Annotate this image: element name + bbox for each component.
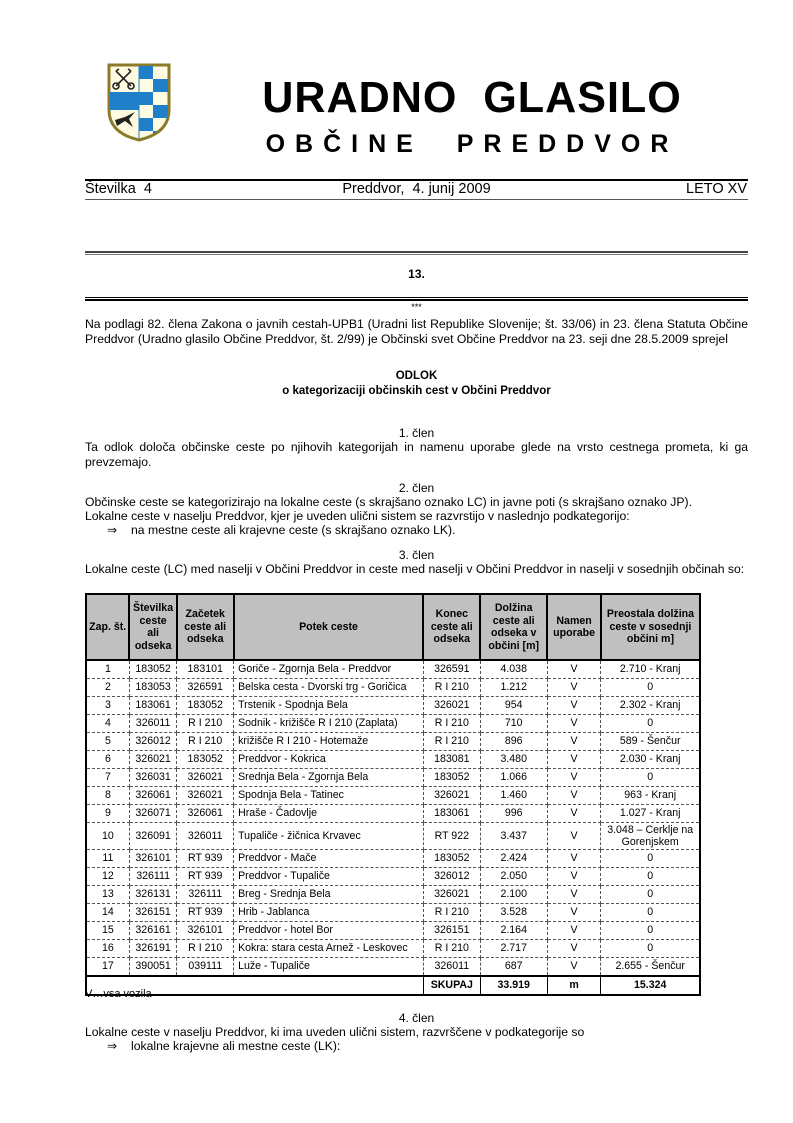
row-number: 16 xyxy=(86,940,129,958)
remaining-length: 2.710 - Kranj xyxy=(601,660,700,679)
table-row xyxy=(86,805,700,823)
road-number: 183061 xyxy=(129,697,177,715)
road-usage: V xyxy=(547,904,601,922)
road-start: R I 210 xyxy=(177,940,234,958)
road-number: 326091 xyxy=(129,823,177,850)
road-length: 3.437 xyxy=(480,823,547,850)
section-top-double-rule xyxy=(85,251,748,255)
road-route: Spodnja Bela - Tatinec xyxy=(234,787,424,805)
table-row xyxy=(86,660,700,679)
total-length: 33.919 xyxy=(480,976,547,995)
road-end: 326021 xyxy=(423,886,480,904)
article-4-bullet-text: lokalne krajevne ali mestne ceste (LK): xyxy=(131,1039,341,1053)
article-2-bullet xyxy=(85,523,770,538)
road-end: 183052 xyxy=(423,769,480,787)
road-length: 4.038 xyxy=(480,660,547,679)
column-header: Preostala dolžina ceste v sosednji občini m] xyxy=(601,594,700,660)
road-end: 326151 xyxy=(423,922,480,940)
table-row xyxy=(86,904,700,922)
row-number: 15 xyxy=(86,922,129,940)
road-number: 390051 xyxy=(129,958,177,977)
table-row xyxy=(86,697,700,715)
road-number: 326061 xyxy=(129,787,177,805)
road-number: 326161 xyxy=(129,922,177,940)
road-start: R I 210 xyxy=(177,715,234,733)
road-end: 326591 xyxy=(423,660,480,679)
remaining-length: 0 xyxy=(601,868,700,886)
remaining-length: 0 xyxy=(601,886,700,904)
municipality-coat-of-arms xyxy=(106,62,172,142)
road-length: 996 xyxy=(480,805,547,823)
table-row xyxy=(86,850,700,868)
row-number: 17 xyxy=(86,958,129,977)
road-usage: V xyxy=(547,715,601,733)
total-remaining: 15.324 xyxy=(601,976,700,995)
road-end: R I 210 xyxy=(423,904,480,922)
road-usage: V xyxy=(547,823,601,850)
road-length: 1.212 xyxy=(480,679,547,697)
total-unit: m xyxy=(547,976,601,995)
table-row xyxy=(86,940,700,958)
road-usage: V xyxy=(547,660,601,679)
road-start: RT 939 xyxy=(177,850,234,868)
decree-subtitle: o kategorizaciji občinskih cest v Občini Preddvor xyxy=(282,385,551,397)
road-number: 326131 xyxy=(129,886,177,904)
road-end: 183061 xyxy=(423,805,480,823)
publication-title: URADNO GLASILO xyxy=(262,73,682,122)
road-end: 326021 xyxy=(423,697,480,715)
road-number: 326011 xyxy=(129,715,177,733)
road-end: 183081 xyxy=(423,751,480,769)
article-3-text: Lokalne ceste (LC) med naselji v Občini Preddvor in ceste med naselji v Občini Preddvor in naselji v sosednjih občinah so: xyxy=(85,562,745,576)
road-length: 1.460 xyxy=(480,787,547,805)
road-usage: V xyxy=(547,787,601,805)
road-usage: V xyxy=(547,751,601,769)
road-number: 326151 xyxy=(129,904,177,922)
road-end: 183052 xyxy=(423,850,480,868)
road-start: 183052 xyxy=(177,751,234,769)
remaining-length: 589 - Šenčur xyxy=(601,733,700,751)
header-bottom-rule xyxy=(85,199,748,200)
section-bottom-double-rule xyxy=(85,297,748,301)
implies-arrow-icon: ⇒ xyxy=(107,523,118,537)
road-usage: V xyxy=(547,922,601,940)
road-number: 326101 xyxy=(129,850,177,868)
table-total-row xyxy=(86,976,700,995)
road-usage: V xyxy=(547,733,601,751)
road-length: 2.717 xyxy=(480,940,547,958)
road-usage: V xyxy=(547,886,601,904)
row-number: 12 xyxy=(86,868,129,886)
road-start: 326111 xyxy=(177,886,234,904)
road-route: Preddvor - Mače xyxy=(234,850,424,868)
road-usage: V xyxy=(547,679,601,697)
road-start: 183101 xyxy=(177,660,234,679)
road-end: R I 210 xyxy=(423,940,480,958)
issue-place-date: Preddvor, 4. junij 2009 xyxy=(342,181,491,197)
table-row xyxy=(86,787,700,805)
row-number: 1 xyxy=(86,660,129,679)
road-length: 2.424 xyxy=(480,850,547,868)
road-start: 183052 xyxy=(177,697,234,715)
road-length: 2.050 xyxy=(480,868,547,886)
row-number: 13 xyxy=(86,886,129,904)
row-number: 5 xyxy=(86,733,129,751)
road-start: RT 939 xyxy=(177,904,234,922)
road-end: R I 210 xyxy=(423,679,480,697)
road-usage: V xyxy=(547,850,601,868)
road-start: 039111 xyxy=(177,958,234,977)
table-legend-note: V…vsa vozila xyxy=(85,988,152,1000)
road-start: 326061 xyxy=(177,805,234,823)
publication-subtitle: OBČINE PREDDVOR xyxy=(265,130,679,158)
article-2-line-1: Občinske ceste se kategorizirajo na lokalne ceste (s skrajšano oznako LC) in javne poti (s skrajšano oznako JP). xyxy=(85,495,692,509)
road-number: 326191 xyxy=(129,940,177,958)
article-2-bullet-text: na mestne ceste ali krajevne ceste (s skrajšano oznako LK). xyxy=(131,523,456,537)
decree-title: ODLOK xyxy=(395,370,438,382)
table-row xyxy=(86,733,700,751)
road-start: 326011 xyxy=(177,823,234,850)
table-header-row xyxy=(86,594,700,660)
remaining-length: 0 xyxy=(601,922,700,940)
road-length: 710 xyxy=(480,715,547,733)
row-number: 14 xyxy=(86,904,129,922)
table-row xyxy=(86,823,700,850)
road-length: 2.164 xyxy=(480,922,547,940)
preamble-text: Na podlagi 82. člena Zakona o javnih cestah-UPB1 (Uradni list Republike Slovenije; št. 33/06) in 23. člena Statuta Občine Preddvor (Uradno glasilo Občine Preddvor, št. 2/99) je Občinski svet Občine Preddvor na 23. seji dne 28.5.2009 sprejel xyxy=(85,317,748,346)
road-route: Kokra: stara cesta Arnež - Leskovec xyxy=(234,940,424,958)
column-header: Začetek ceste ali odseka xyxy=(177,594,234,660)
row-number: 4 xyxy=(86,715,129,733)
remaining-length: 963 - Kranj xyxy=(601,787,700,805)
row-number: 7 xyxy=(86,769,129,787)
road-usage: V xyxy=(547,940,601,958)
table-row xyxy=(86,769,700,787)
column-header: Zap. št. xyxy=(86,594,129,660)
remaining-length: 0 xyxy=(601,715,700,733)
road-start: 326021 xyxy=(177,787,234,805)
road-number: 326111 xyxy=(129,868,177,886)
article-1-text: Ta odlok določa občinske ceste po njihovih kategorijah in namenu uporabe glede na vrsto cestnega prometa, ki ga prevzemajo. xyxy=(85,440,748,469)
remaining-length: 0 xyxy=(601,904,700,922)
road-end: 326021 xyxy=(423,787,480,805)
road-length: 687 xyxy=(480,958,547,977)
table-row xyxy=(86,715,700,733)
remaining-length: 0 xyxy=(601,769,700,787)
road-number: 326012 xyxy=(129,733,177,751)
article-3-heading: 3. člen xyxy=(398,548,435,562)
road-usage: V xyxy=(547,697,601,715)
column-header: Namen uporabe xyxy=(547,594,601,660)
road-number: 326031 xyxy=(129,769,177,787)
table-row xyxy=(86,679,700,697)
road-end: R I 210 xyxy=(423,715,480,733)
road-route: Hraše - Čadovlje xyxy=(234,805,424,823)
remaining-length: 0 xyxy=(601,940,700,958)
remaining-length: 2.655 - Šenčur xyxy=(601,958,700,977)
road-usage: V xyxy=(547,805,601,823)
road-length: 1.066 xyxy=(480,769,547,787)
road-usage: V xyxy=(547,769,601,787)
road-route: Sodnik - križišče R I 210 (Zaplata) xyxy=(234,715,424,733)
road-number: 183053 xyxy=(129,679,177,697)
road-end: R I 210 xyxy=(423,733,480,751)
remaining-length: 0 xyxy=(601,850,700,868)
road-length: 896 xyxy=(480,733,547,751)
article-2-line-2: Lokalne ceste v naselju Preddvor, kjer je uveden ulični sistem se razvrstijo v naslednjo podkategorijo: xyxy=(85,509,630,523)
row-number: 2 xyxy=(86,679,129,697)
row-number: 9 xyxy=(86,805,129,823)
issue-year: LETO XV xyxy=(686,181,747,197)
article-4-bullet xyxy=(85,1039,770,1054)
row-number: 11 xyxy=(86,850,129,868)
road-length: 3.480 xyxy=(480,751,547,769)
remaining-length: 1.027 - Kranj xyxy=(601,805,700,823)
road-end: RT 922 xyxy=(423,823,480,850)
section-stars: *** xyxy=(411,302,422,312)
section-number: 13. xyxy=(408,267,425,281)
column-header: Številka ceste ali odseka xyxy=(129,594,177,660)
issue-info-bar xyxy=(85,181,748,198)
column-header: Konec ceste ali odseka xyxy=(423,594,480,660)
road-number: 326021 xyxy=(129,751,177,769)
road-length: 954 xyxy=(480,697,547,715)
row-number: 3 xyxy=(86,697,129,715)
road-start: 326021 xyxy=(177,769,234,787)
road-length: 3.528 xyxy=(480,904,547,922)
road-route: Srednja Bela - Zgornja Bela xyxy=(234,769,424,787)
local-roads-table xyxy=(85,593,701,996)
road-end: 326011 xyxy=(423,958,480,977)
remaining-length: 2.302 - Kranj xyxy=(601,697,700,715)
table-row xyxy=(86,886,700,904)
road-number: 326071 xyxy=(129,805,177,823)
road-route: Tupaliče - žičnica Krvavec xyxy=(234,823,424,850)
article-2-heading: 2. člen xyxy=(398,481,435,495)
article-4-heading: 4. člen xyxy=(398,1011,435,1025)
road-start: RT 939 xyxy=(177,868,234,886)
remaining-length: 0 xyxy=(601,679,700,697)
table-row xyxy=(86,868,700,886)
road-usage: V xyxy=(547,958,601,977)
road-route: Belska cesta - Dvorski trg - Goričica xyxy=(234,679,424,697)
article-4-text: Lokalne ceste v naselju Preddvor, ki ima uveden ulični sistem, razvrščene v podkategorije so xyxy=(85,1025,585,1039)
table-row xyxy=(86,958,700,977)
road-route: Goriče - Zgornja Bela - Preddvor xyxy=(234,660,424,679)
road-route: Preddvor - Kokrica xyxy=(234,751,424,769)
shield-icon xyxy=(106,62,172,142)
road-number: 183052 xyxy=(129,660,177,679)
road-route: Luže - Tupaliče xyxy=(234,958,424,977)
road-start: R I 210 xyxy=(177,733,234,751)
row-number: 6 xyxy=(86,751,129,769)
article-1-heading: 1. člen xyxy=(398,426,435,440)
road-route: križišče R I 210 - Hotemaže xyxy=(234,733,424,751)
road-start: 326101 xyxy=(177,922,234,940)
road-route: Breg - Srednja Bela xyxy=(234,886,424,904)
table-row xyxy=(86,922,700,940)
road-length: 2.100 xyxy=(480,886,547,904)
row-number: 10 xyxy=(86,823,129,850)
road-route: Hrib - Jablanca xyxy=(234,904,424,922)
remaining-length: 3.048 – Cerklje na Gorenjskem xyxy=(601,823,700,850)
table-row xyxy=(86,751,700,769)
column-header: Potek ceste xyxy=(234,594,424,660)
road-route: Trstenik - Spodnja Bela xyxy=(234,697,424,715)
implies-arrow-icon: ⇒ xyxy=(107,1039,118,1053)
column-header: Dolžina ceste ali odseka v občini [m] xyxy=(480,594,547,660)
remaining-length: 2.030 - Kranj xyxy=(601,751,700,769)
road-route: Preddvor - hotel Bor xyxy=(234,922,424,940)
total-label: SKUPAJ xyxy=(423,976,480,995)
road-route: Preddvor - Tupaliče xyxy=(234,868,424,886)
issue-number: Številka 4 xyxy=(85,181,152,197)
row-number: 8 xyxy=(86,787,129,805)
road-start: 326591 xyxy=(177,679,234,697)
road-end: 326012 xyxy=(423,868,480,886)
road-usage: V xyxy=(547,868,601,886)
